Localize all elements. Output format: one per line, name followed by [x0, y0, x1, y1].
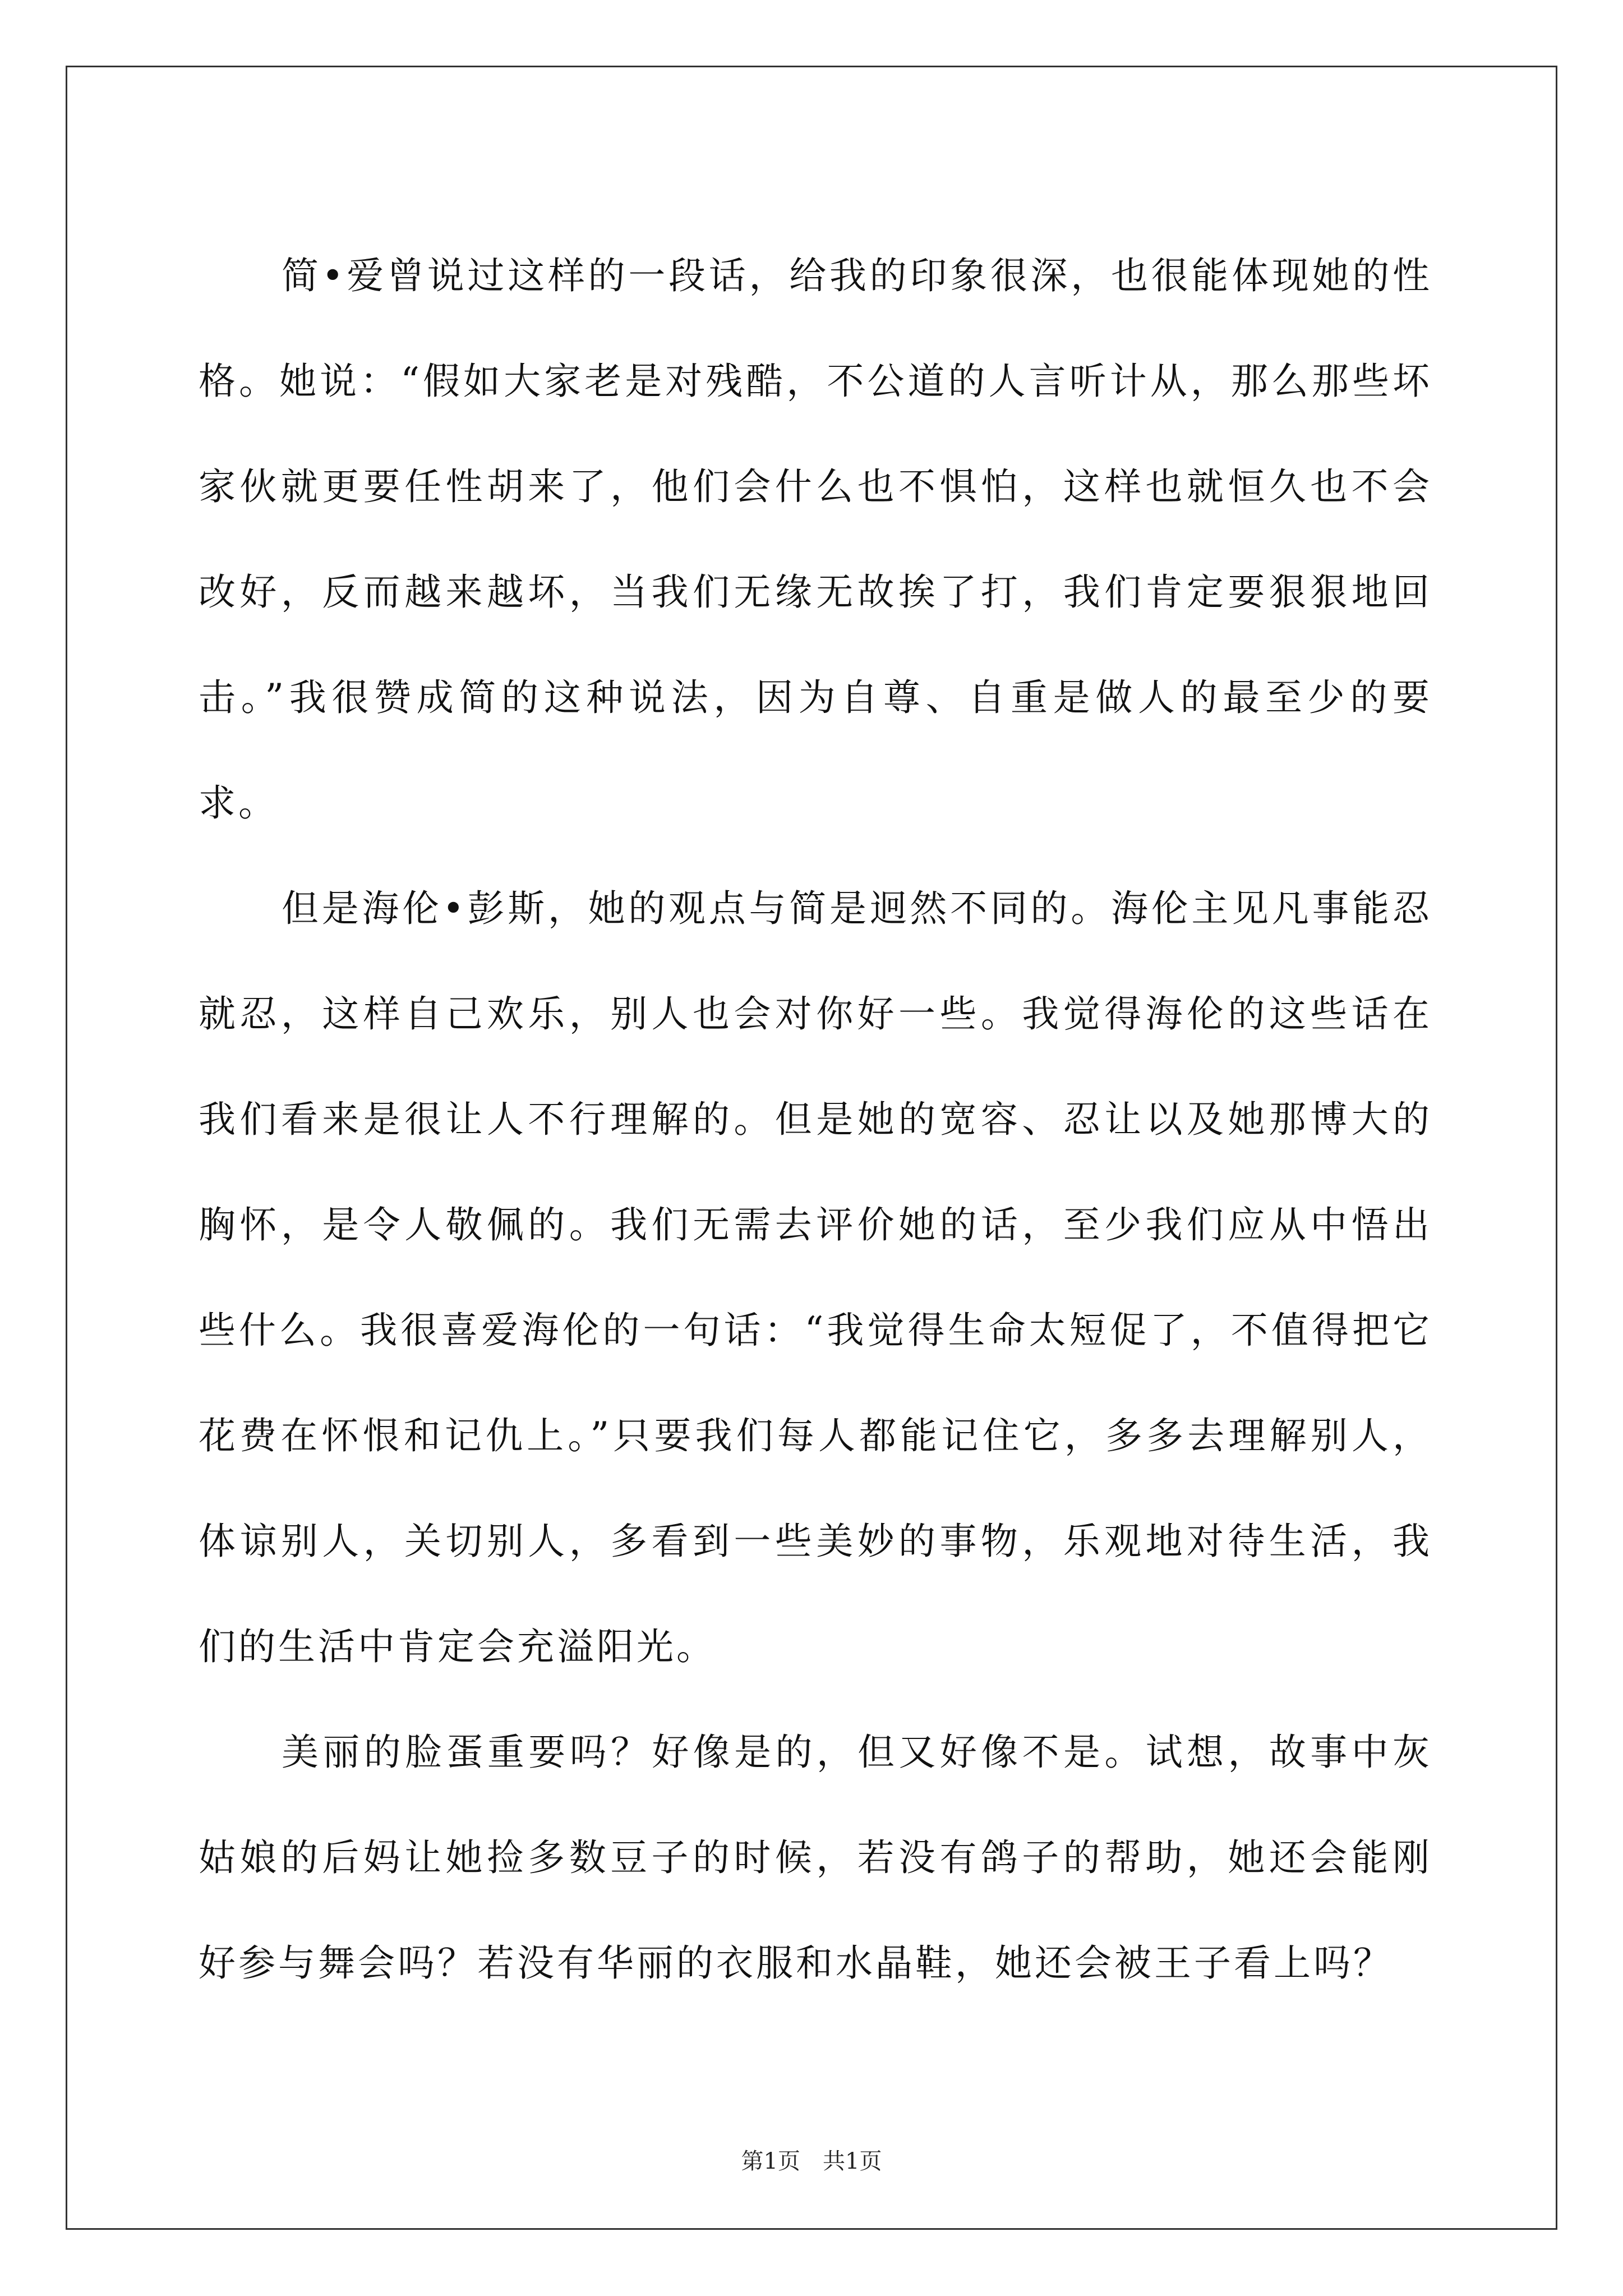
page-footer: 第1页 共1页 — [741, 2148, 882, 2174]
paragraph-helen-burns: 但是海伦•彭斯，她的观点与简是迥然不同的。海伦主见凡事能忍就忍，这样自己欢乐，别人也会对你好一些。我觉得海伦的这些话在我们看来是很让人不行理解的。但是她的宽容、忍让以及她那博大的胸怀，是令人敬佩的。我们无需去评价她的话，至少我们应从中悟出些什么。我很喜爱海伦的一句话：“我觉得生命太短促了，不值得把它花费在怀恨和记仇上。”只要我们每人都能记住它，多多去理解别人，体谅别人，关切别人，多看到一些美妙的事物，乐观地对待生活，我们的生活中肯定会充溢阳光。 — [199, 887, 1432, 1668]
document-body — [199, 223, 1432, 2016]
paragraph-jane-eyre: 简•爱曾说过这样的一段话，给我的印象很深，也很能体现她的性格。她说：“假如大家老是对残酷，不公道的人言听计从，那么那些坏家伙就更要任性胡来了，他们会什么也不惧怕，这样也就恒久也不会改好，反而越来越坏，当我们无缘无故挨了打，我们肯定要狠狠地回击。”我很赞成简的这种说法，因为自尊、自重是做人的最至少的要求。 — [199, 254, 1432, 825]
paragraph-cinderella: 美丽的脸蛋重要吗？好像是的，但又好像不是。试想，故事中灰姑娘的后妈让她捡多数豆子的时候，若没有鸽子的帮助，她还会能刚好参与舞会吗？若没有华丽的衣服和水晶鞋，她还会被王子看上吗？ — [199, 1731, 1432, 1985]
